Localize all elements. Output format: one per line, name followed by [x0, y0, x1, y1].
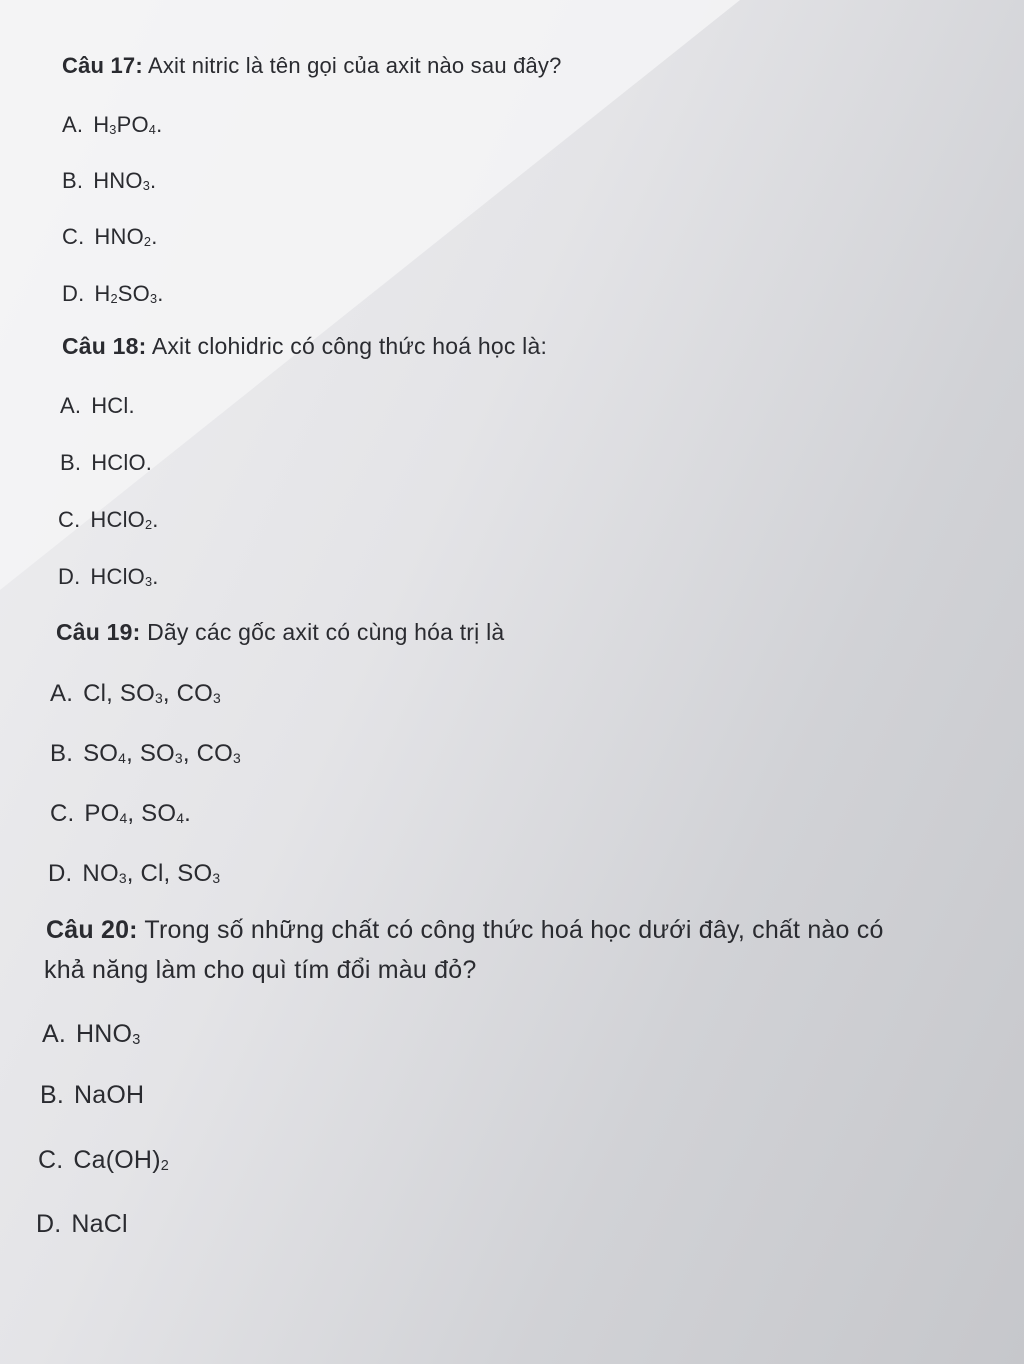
- question-19-heading: [56, 619, 504, 646]
- option-formula: HClO.: [91, 450, 153, 475]
- answer-option: [58, 564, 159, 590]
- answer-option: [50, 680, 221, 708]
- option-letter: D.: [48, 860, 73, 887]
- answer-option: [62, 224, 158, 250]
- option-formula: H2SO3.: [94, 281, 164, 306]
- option-letter: B.: [40, 1081, 65, 1109]
- option-formula: NO3, Cl, SO3: [82, 860, 221, 887]
- option-letter: D.: [58, 564, 81, 589]
- answer-option: [36, 1210, 128, 1239]
- option-formula: SO4, SO3, CO3: [83, 740, 241, 767]
- question-number: Câu 17:: [62, 53, 143, 78]
- question-text: Dãy các gốc axit có cùng hóa trị là: [147, 619, 505, 645]
- question-number: Câu 20:: [46, 916, 138, 944]
- option-letter: C.: [38, 1146, 64, 1174]
- option-letter: C.: [50, 800, 75, 827]
- answer-option: [60, 450, 152, 476]
- question-text: Trong số những chất có công thức hoá học dưới đây, chất nào có: [144, 916, 884, 944]
- option-letter: A.: [42, 1020, 67, 1048]
- question-20-heading: [46, 916, 884, 945]
- answer-option: [62, 281, 164, 307]
- answer-option: [58, 507, 159, 533]
- question-number: Câu 18:: [62, 333, 147, 359]
- option-letter: B.: [50, 740, 74, 767]
- option-letter: D.: [62, 281, 85, 306]
- answer-option: [40, 1081, 144, 1110]
- option-formula: HNO3: [76, 1020, 141, 1049]
- question-number: Câu 19:: [56, 619, 141, 645]
- option-letter: A.: [60, 393, 82, 418]
- answer-option: [60, 393, 135, 419]
- answer-option: [48, 860, 220, 888]
- option-formula: HClO2.: [90, 507, 159, 532]
- option-formula: Cl, SO3, CO3: [83, 680, 221, 707]
- option-letter: C.: [58, 507, 81, 532]
- option-formula: HNO3.: [93, 168, 157, 193]
- option-letter: A.: [62, 112, 84, 137]
- option-letter: D.: [36, 1210, 62, 1238]
- option-formula: HNO2.: [94, 224, 158, 249]
- question-17-heading: [62, 53, 562, 79]
- option-formula: PO4, SO4.: [84, 800, 192, 827]
- answer-option: [50, 740, 241, 768]
- option-formula: HClO3.: [90, 564, 159, 589]
- question-text-continued: khả năng làm cho quì tím đổi màu đỏ?: [44, 956, 477, 984]
- question-text: Axit nitric là tên gọi của axit nào sau đây?: [147, 53, 562, 78]
- option-letter: C.: [62, 224, 85, 249]
- answer-option: [62, 168, 156, 194]
- option-letter: B.: [60, 450, 82, 475]
- option-formula: NaCl: [71, 1210, 128, 1238]
- option-formula: NaOH: [74, 1081, 145, 1109]
- question-text: Axit clohidric có công thức hoá học là:: [151, 333, 548, 359]
- option-formula: Ca(OH)2: [73, 1146, 169, 1175]
- option-letter: B.: [62, 168, 84, 193]
- answer-option: [50, 800, 191, 828]
- answer-option: [38, 1146, 169, 1175]
- option-formula: HCl.: [91, 393, 135, 418]
- answer-option: [62, 112, 162, 138]
- option-formula: H3PO4.: [93, 112, 163, 137]
- question-18-heading: [62, 333, 547, 360]
- answer-option: [42, 1020, 140, 1049]
- option-letter: A.: [50, 680, 74, 707]
